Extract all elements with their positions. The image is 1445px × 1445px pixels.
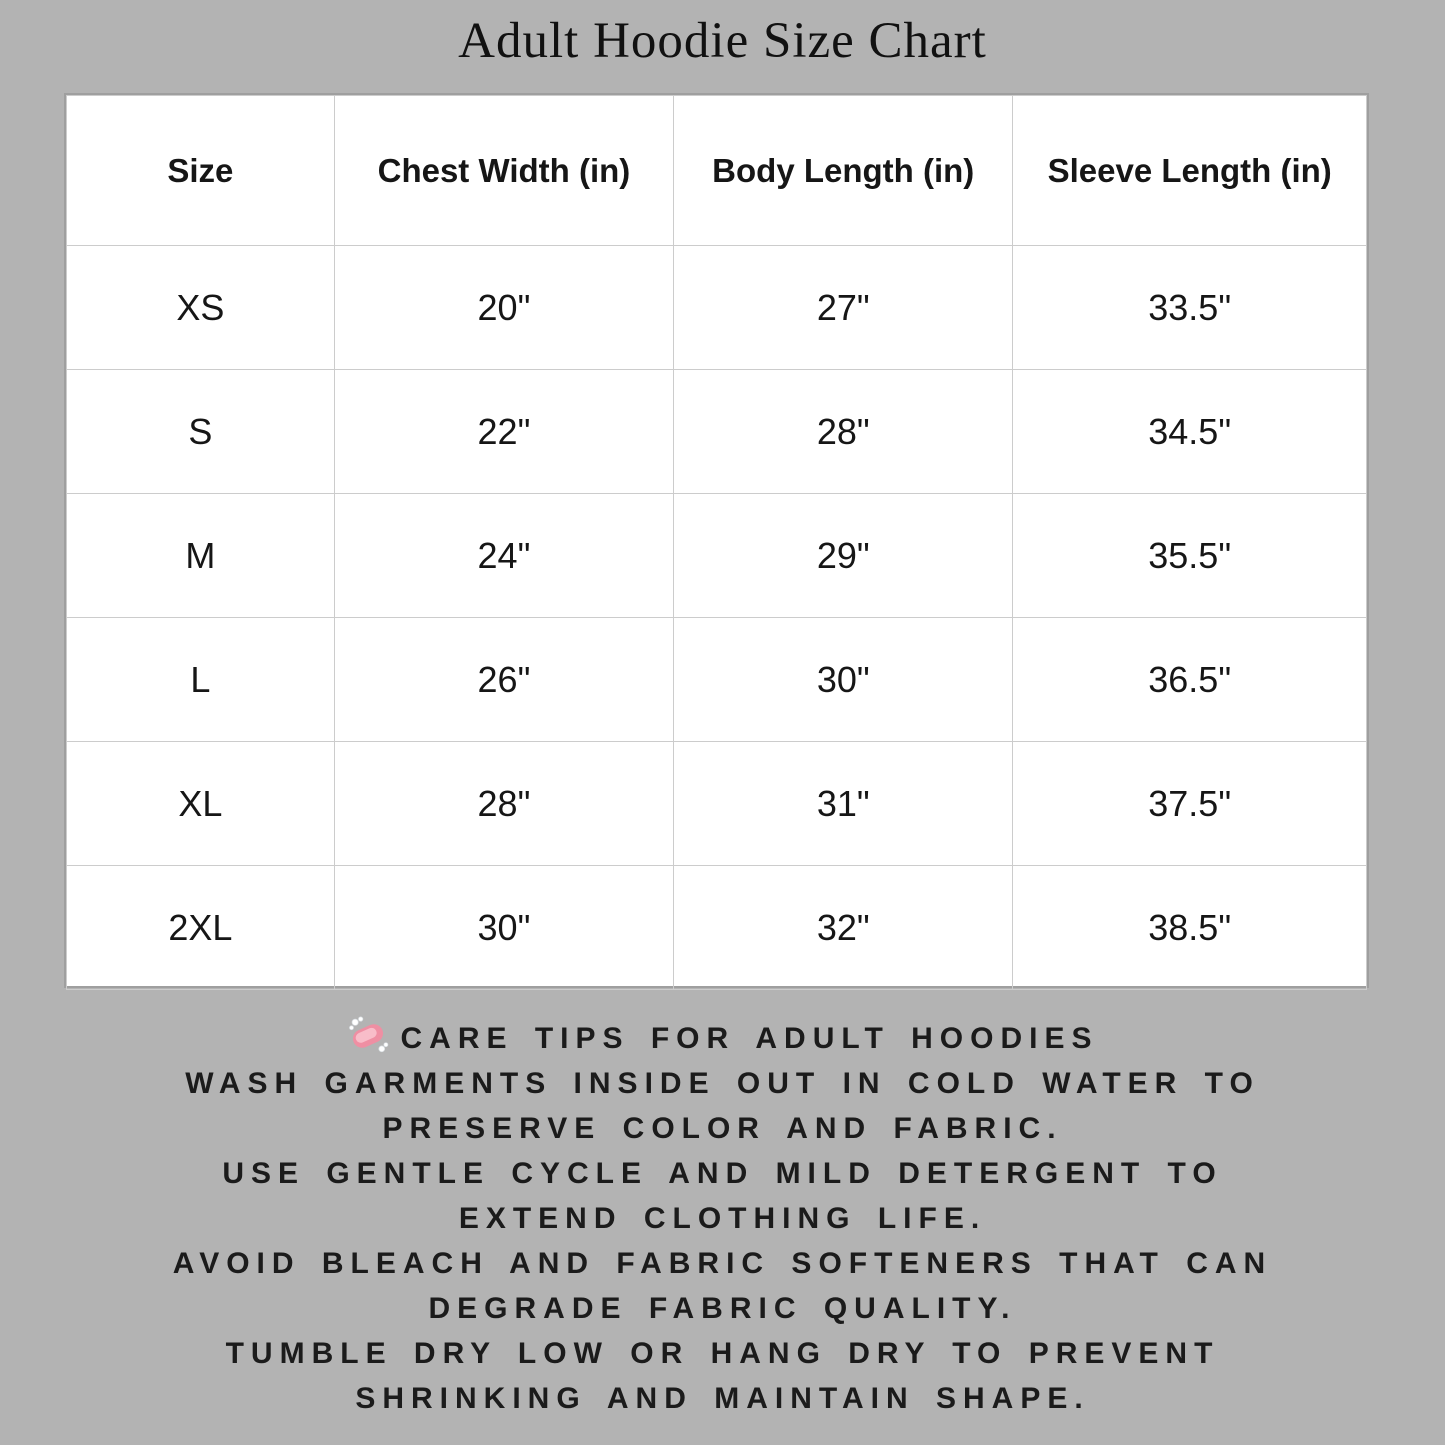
sleeve-length-cell: 36.5" (1013, 618, 1367, 742)
body-length-cell: 32" (674, 866, 1013, 990)
body-length-cell: 29" (674, 494, 1013, 618)
chest-width-cell: 28" (334, 742, 673, 866)
body-length-cell: 27" (674, 246, 1013, 370)
chest-width-cell: 20" (334, 246, 673, 370)
size-cell: XS (67, 246, 335, 370)
table-row (67, 618, 1367, 742)
header-row (67, 96, 1367, 246)
chest-width-cell: 22" (334, 370, 673, 494)
care-tip-line: WASH GARMENTS INSIDE OUT IN COLD WATER TO (185, 1067, 1260, 1100)
size-cell: M (67, 494, 335, 618)
chest-width-cell: 24" (334, 494, 673, 618)
column-header-sleeve-length: Sleeve Length (in) (1013, 96, 1367, 246)
sleeve-length-cell: 33.5" (1013, 246, 1367, 370)
column-header-size: Size (67, 96, 335, 246)
care-tips-heading-text: CARE TIPS FOR ADULT HOODIES (400, 1022, 1099, 1055)
table-row (67, 370, 1367, 494)
care-tip-line: SHRINKING AND MAINTAIN SHAPE. (355, 1382, 1090, 1415)
sleeve-length-cell: 38.5" (1013, 866, 1367, 990)
page-title: Adult Hoodie Size Chart (458, 13, 987, 69)
column-header-body-length: Body Length (in) (674, 96, 1013, 246)
table-row (67, 866, 1367, 990)
soap-icon (346, 1014, 390, 1058)
care-tip-line: USE GENTLE CYCLE AND MILD DETERGENT TO (222, 1157, 1223, 1190)
size-cell: 2XL (67, 866, 335, 990)
size-chart-table (64, 93, 1369, 988)
care-tips-heading (0, 1014, 1445, 1061)
care-tip-line: EXTEND CLOTHING LIFE. (458, 1202, 987, 1235)
care-tip-line: PRESERVE COLOR AND FABRIC. (382, 1112, 1063, 1145)
table-row (67, 742, 1367, 866)
care-tip-line: TUMBLE DRY LOW OR HANG DRY TO PREVENT (225, 1337, 1220, 1370)
table-row (67, 246, 1367, 370)
chest-width-cell: 30" (334, 866, 673, 990)
body-length-cell: 30" (674, 618, 1013, 742)
size-cell: S (67, 370, 335, 494)
body-length-cell: 31" (674, 742, 1013, 866)
care-tips-section (0, 1014, 1445, 1421)
sleeve-length-cell: 37.5" (1013, 742, 1367, 866)
care-tip-line: DEGRADE FABRIC QUALITY. (428, 1292, 1017, 1325)
size-cell: XL (67, 742, 335, 866)
care-tip-line: AVOID BLEACH AND FABRIC SOFTENERS THAT CAN (172, 1247, 1273, 1280)
sleeve-length-cell: 35.5" (1013, 494, 1367, 618)
sleeve-length-cell: 34.5" (1013, 370, 1367, 494)
chest-width-cell: 26" (334, 618, 673, 742)
size-cell: L (67, 618, 335, 742)
column-header-chest-width: Chest Width (in) (334, 96, 673, 246)
table-row (67, 494, 1367, 618)
body-length-cell: 28" (674, 370, 1013, 494)
